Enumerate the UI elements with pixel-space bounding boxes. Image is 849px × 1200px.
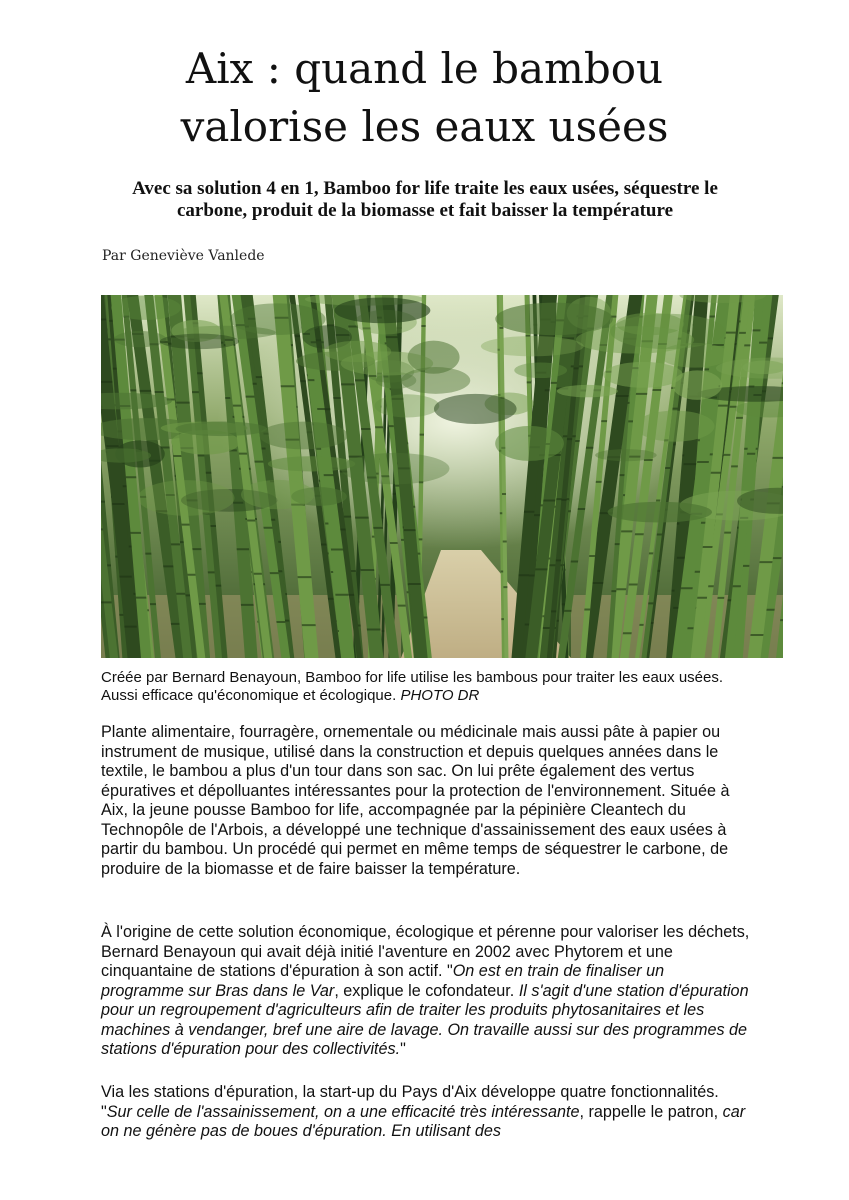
p3-text-b: , rappelle le patron, [579, 1102, 723, 1121]
photo-caption [101, 669, 751, 705]
p2-text-a: À l'origine de cette solution économique, écologique et pérenne pour valoriser les déchets, Bernard Benayoun qui avait déjà initié l'aventure en 2002 avec Phytorem et une cinquantaine de stations d'épuration à son actif. " [101, 923, 750, 980]
p3-quote-2: car on ne génère pas de boues d'épuration. En utilisant des [101, 1102, 746, 1140]
p2-quote-2: Il s'agit d'une station d'épuration pour un regroupement d'agriculteurs afin de traiter les produits phytosanitaires et les machines à vendanger, bref une aire de lavage. On travaille aussi sur des programmes de stations d'épuration pour des collectivités. [101, 981, 749, 1058]
paragraph-1: Plante alimentaire, fourragère, ornementale ou médicinale mais aussi pâte à papier ou instrument de musique, utilisé dans la construction et depuis quelques années dans le textile, le bambou a plus d'un tour dans son sac. On lui prête également des vertus épuratives et dépolluantes intéressantes pour la protection de l'environnement. Située à Aix, la jeune pousse Bamboo for life, accompagnée par la pépinière Cleantech du Technopôle de l'Arbois, a développé une technique d'assainissement des eaux usées à partir du bambou. Un procédé qui permet en même temps de séquestrer le carbone, de produire de la biomasse et de faire baisser la température. [101, 723, 730, 878]
p2-text-c: " [400, 1040, 406, 1058]
caption-text: Créée par Bernard Benayoun, Bamboo for life utilise les bambous pour traiter les eaux usées. Aussi efficace qu'économique et écologique. [101, 669, 724, 704]
bamboo-forest-photo [101, 295, 783, 658]
p3-text-a: Via les stations d'épuration, la start-up du Pays d'Aix développe quatre fonctionnalités. " [101, 1083, 719, 1121]
byline: Par Geneviève Vanlede [102, 248, 265, 264]
article-title [0, 40, 849, 156]
p2-quote-1: On est en train de finaliser un programme sur Bras dans le Var [101, 962, 665, 1000]
title-line-1: Aix : quand le bambou [185, 44, 664, 93]
paragraph-2 [101, 923, 751, 1060]
p2-text-b: , explique le cofondateur. [334, 981, 519, 1000]
article-subtitle: Avec sa solution 4 en 1, Bamboo for life traite les eaux usées, séquestre le carbone, produit de la biomasse et fait baisser la température [132, 178, 718, 221]
bamboo-forest-illustration [101, 295, 783, 658]
paragraph-3 [101, 1083, 751, 1142]
p3-quote-1: Sur celle de l'assainissement, on a une efficacité très intéressante [106, 1102, 580, 1121]
title-line-2: valorise les eaux usées [180, 102, 669, 151]
photo-credit: PHOTO DR [400, 687, 480, 704]
